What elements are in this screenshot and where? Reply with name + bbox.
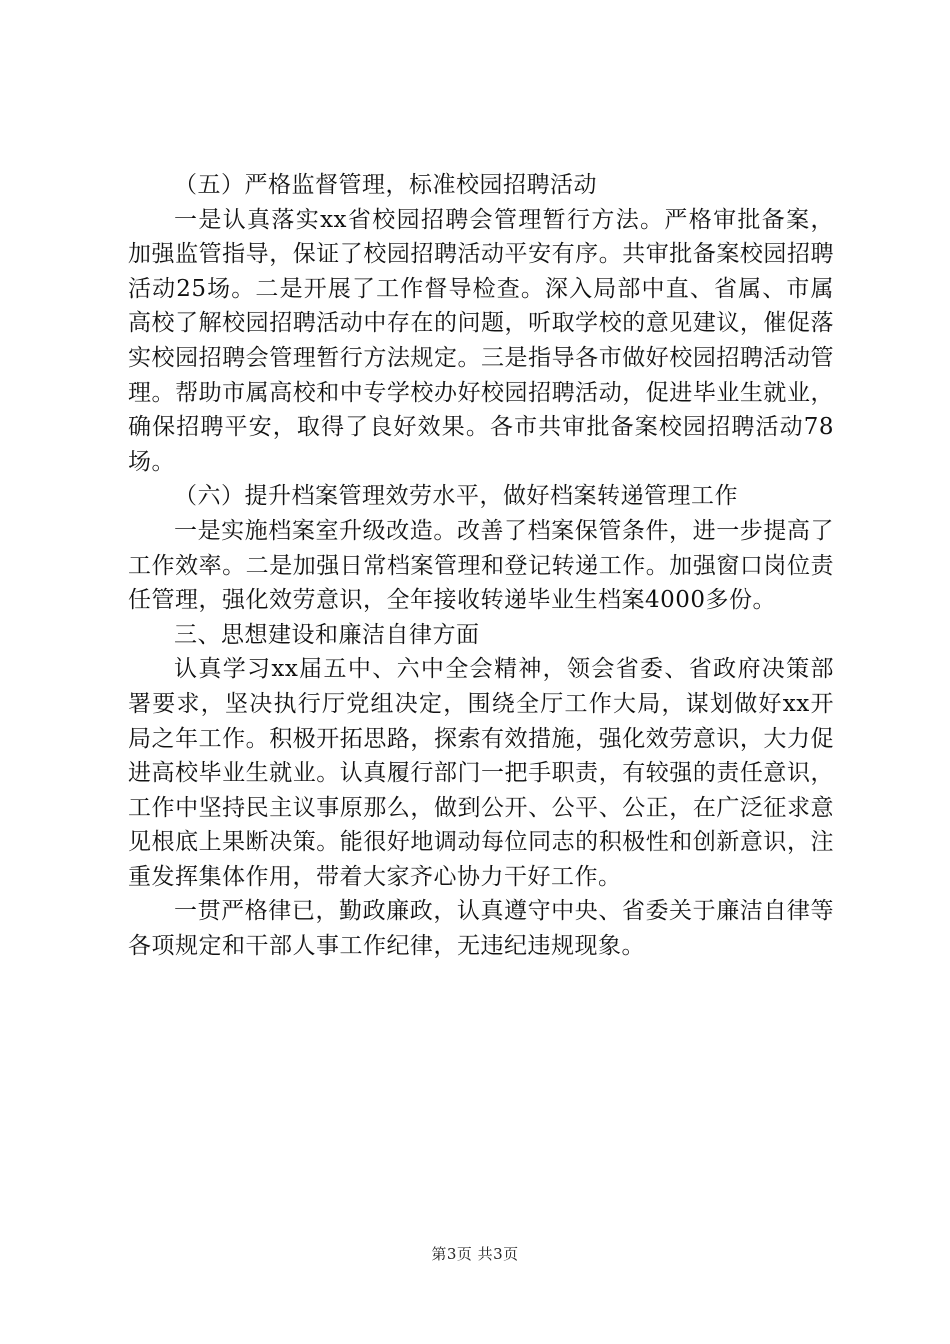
paragraph-self-discipline: 一贯严格律已，勤政廉政，认真遵守中央、省委关于廉洁自律等各项规定和干部人事工作纪律，无违纪违规现象。 <box>128 898 834 960</box>
section-heading-6: （六）提升档案管理效劳水平，做好档案转递管理工作 <box>174 483 738 510</box>
page-number-footer: 第3页 共3页 <box>431 1245 519 1263</box>
paragraph-archive-management: 一是实施档案室升级改造。改善了档案保管条件，进一步提高了工作效率。二是加强日常档案管理和登记转递工作。加强窗口岗位责任管理，强化效劳意识，全年接收转递毕业生档案4000多份。 <box>128 517 834 614</box>
section-heading-3: 三、思想建设和廉洁自律方面 <box>174 621 480 648</box>
paragraph-campus-recruitment: 一是认真落实xx省校园招聘会管理暂行方法。严格审批备案，加强监管指导，保证了校园招聘活动平安有序。共审批备案校园招聘活动25场。二是开展了工作督导检查。深入局部中直、省属、市属高校了解校园招聘活动中存在的问题，听取学校的意见建议，催促落实校园招聘会管理暂行方法规定。三是指导各市做好校园招聘活动管理。帮助市属高校和中专学校办好校园招聘活动，促进毕业生就业，确保招聘平安，取得了良好效果。各市共审批备案校园招聘活动78场。 <box>128 206 834 475</box>
paragraph-ideological-building: 认真学习xx届五中、六中全会精神，领会省委、省政府决策部署要求，坚决执行厅党组决定，围绕全厅工作大局，谋划做好xx开局之年工作。积极开拓思路，探索有效措施，强化效劳意识，大力促进高校毕业生就业。认真履行部门一把手职责，有较强的责任意识，工作中坚持民主议事原那么，做到公开、公平、公正，在广泛征求意见根底上果断决策。能很好地调动每位同志的积极性和创新意识，注重发挥集体作用，带着大家齐心协力干好工作。 <box>128 656 834 890</box>
section-heading-5: （五）严格监督管理，标准校园招聘活动 <box>174 172 597 198</box>
document-body <box>128 168 834 964</box>
